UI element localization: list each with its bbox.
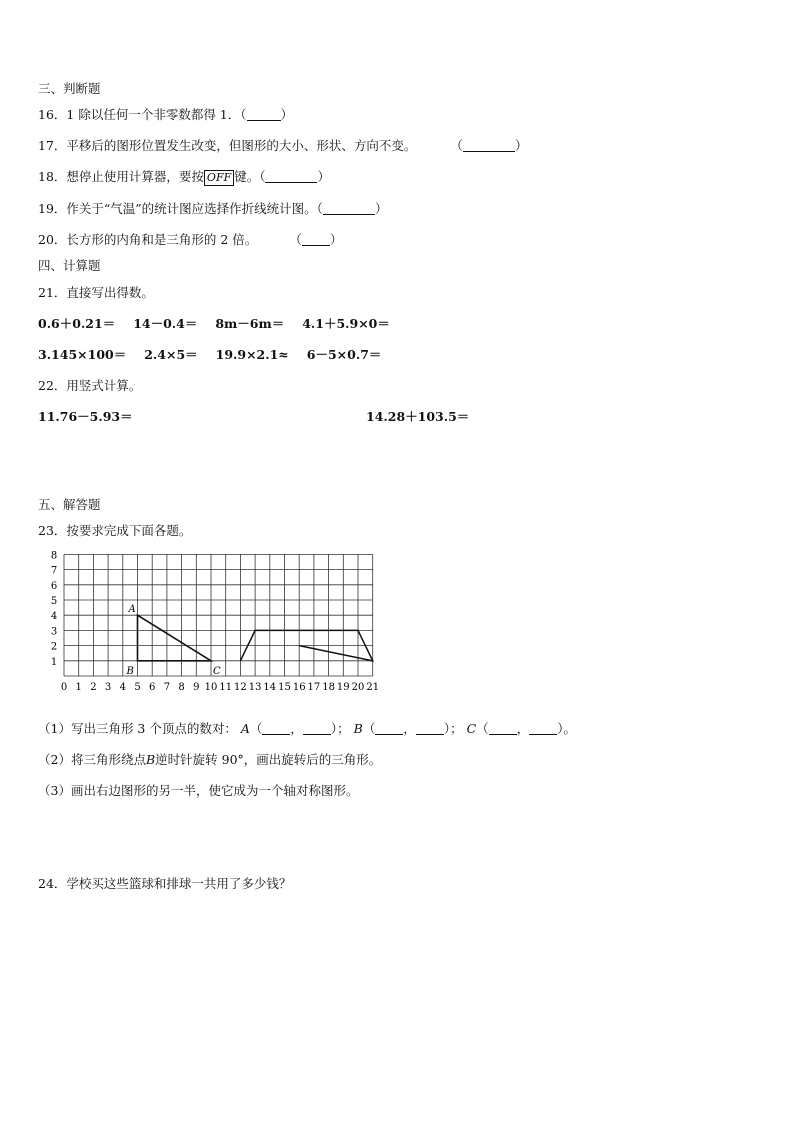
x-tick-label: 21 [366, 682, 380, 693]
question-23-title: 23．按要求完成下面各题。 [38, 523, 192, 538]
x-tick-label: 19 [336, 682, 350, 693]
y-tick-label: 8 [50, 550, 58, 562]
b-y-blank[interactable] [416, 722, 444, 735]
coordinate-grid-svg [46, 548, 380, 700]
section-4-title: 四、计算题 [38, 258, 101, 273]
vertical-calc-right: 14.28＋103.5＝ [366, 409, 470, 424]
section-5-title: 五、解答题 [38, 497, 101, 512]
x-tick-label: 4 [119, 682, 126, 693]
vertical-calc-left: 11.76－5.93＝ [38, 409, 133, 424]
c-y-blank[interactable] [529, 722, 557, 735]
part-2-text: （2）将三角形绕点 [38, 752, 146, 767]
x-tick-label: 14 [263, 682, 277, 693]
answer-blank-17[interactable] [463, 139, 515, 152]
calc-item: 14－0.4＝ [133, 316, 198, 331]
calc-row-1 [38, 314, 408, 332]
point-b-label: B [353, 721, 363, 736]
calc-item: 8m－6m＝ [215, 316, 285, 331]
c-x-blank[interactable] [489, 722, 517, 735]
point-a-label: A [240, 721, 250, 736]
question-16-text: 16．1 除以任何一个非零数都得 1．（ [38, 107, 247, 122]
x-tick-label: 9 [193, 682, 200, 693]
question-21-title: 21．直接写出得数。 [38, 285, 154, 300]
x-tick-label: 10 [204, 682, 218, 693]
y-tick-label: 3 [50, 626, 58, 638]
b-x-blank[interactable] [375, 722, 403, 735]
question-19 [38, 199, 387, 217]
coordinate-grid [46, 548, 380, 700]
question-17-tail: ） [514, 138, 528, 153]
x-tick-label: 18 [322, 682, 335, 693]
question-16 [38, 105, 293, 123]
x-tick-label: 7 [163, 682, 171, 693]
answer-blank-16[interactable] [247, 108, 281, 121]
x-tick-label: 2 [90, 682, 97, 693]
point-label-a: A [128, 604, 136, 616]
question-17-text: 17．平移后的图形位置发生改变，但图形的大小、形状、方向不变。 [38, 138, 417, 153]
x-tick-label: 1 [75, 682, 82, 693]
x-tick-label: 12 [234, 682, 247, 693]
y-tick-label: 7 [50, 565, 58, 577]
x-tick-label: 5 [134, 682, 141, 693]
x-tick-label: 11 [219, 682, 233, 693]
question-17 [38, 136, 527, 154]
question-18-text: 18．想停止使用计算器，要按 [38, 169, 204, 184]
y-tick-label: 6 [50, 580, 58, 592]
y-tick-label: 1 [50, 656, 58, 668]
part-1-text: （1）写出三角形 3 个顶点的数对： [38, 721, 237, 736]
answer-blank-19[interactable] [323, 202, 375, 215]
question-20-open: （ [289, 232, 302, 247]
x-tick-label: 16 [292, 682, 306, 693]
calc-item: 4.1＋5.9×0＝ [302, 316, 390, 331]
question-23-part-3: （3）画出右边图形的另一半，使它成为一个轴对称图形。 [38, 783, 359, 798]
y-tick-label: 5 [50, 596, 58, 607]
x-tick-label: 8 [178, 682, 185, 693]
answer-blank-20[interactable] [302, 233, 330, 246]
point-label-b: B [126, 665, 134, 677]
question-20-tail: ） [329, 232, 343, 247]
answer-blank-18[interactable] [265, 170, 317, 183]
off-key-icon: OFF [204, 170, 234, 186]
point-label-c: C [213, 665, 221, 677]
question-18-after: 键。（ [234, 169, 266, 184]
question-23-part-1: （1）写出三角形 3 个顶点的数对： A（ ， ）； B（ ， ）； C（ ， ）。 [38, 721, 576, 736]
x-tick-label: 3 [104, 682, 112, 693]
calc-item: 0.6＋0.21＝ [38, 316, 116, 331]
question-22-title: 22．用竖式计算。 [38, 378, 142, 393]
question-18 [38, 167, 330, 186]
question-23-part-2 [38, 750, 381, 768]
question-17-open: （ [450, 138, 463, 153]
x-tick-label: 6 [149, 682, 156, 693]
y-tick-label: 2 [50, 641, 58, 653]
x-tick-label: 13 [248, 682, 262, 693]
question-19-text: 19．作关于“气温”的统计图应选择作折线统计图。（ [38, 201, 323, 216]
question-18-tail: ） [317, 169, 330, 184]
calc-item: 3.145×100＝ [38, 347, 127, 362]
part-2-rest: 逆时针旋转 90°，画出旋转后的三角形。 [155, 752, 382, 767]
x-tick-label: 15 [278, 682, 291, 693]
point-c-label: C [466, 721, 477, 736]
point-b-ref: B [145, 752, 156, 767]
calc-item: 6－5×0.7＝ [306, 347, 382, 362]
calc-item: 19.9×2.1≈ [215, 347, 289, 362]
y-tick-label: 4 [50, 611, 58, 623]
triangle-abc [138, 615, 212, 661]
calc-item: 2.4×5＝ [144, 347, 198, 362]
question-24: 24．学校买这些篮球和排球一共用了多少钱？ [38, 876, 292, 891]
a-y-blank[interactable] [303, 722, 331, 735]
x-tick-label: 17 [307, 682, 321, 693]
section-3-title: 三、判断题 [38, 81, 101, 96]
x-tick-label: 20 [351, 682, 365, 693]
question-20-text: 20．长方形的内角和是三角形的 2 倍。 [38, 232, 258, 247]
x-tick-label: 0 [60, 682, 68, 693]
question-16-tail: ） [280, 107, 294, 122]
question-19-tail: ） [374, 201, 388, 216]
question-20 [38, 230, 342, 248]
a-x-blank[interactable] [262, 722, 290, 735]
calc-row-2 [38, 345, 399, 363]
